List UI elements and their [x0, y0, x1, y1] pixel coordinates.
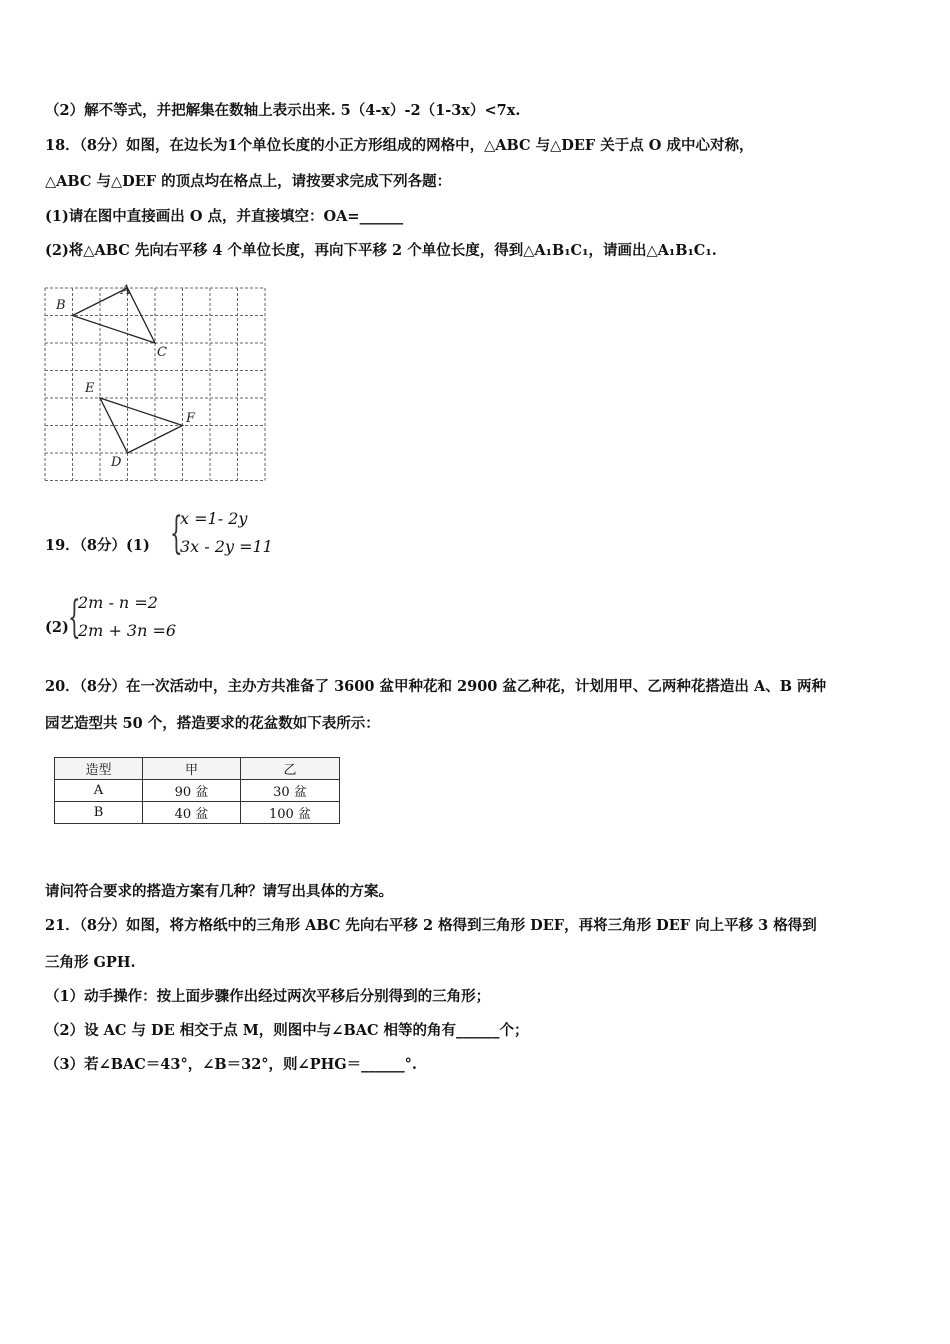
q21-line2: 三角形 GPH. [45, 954, 136, 971]
table-header: 乙 [241, 758, 340, 780]
table-cell: 90 盆 [143, 780, 241, 802]
table-header: 甲 [143, 758, 241, 780]
q21-line1: 21．（8分）如图，将方格纸中的三角形 ABC 先向右平移 2 格得到三角形 DEF，再将三角形 DEF 向上平移 3 格得到 [45, 917, 817, 934]
q18-intro-line1: 18．（8分）如图，在边长为1个单位长度的小正方形组成的网格中，△ABC 与△DEF 关于点 O 成中心对称， [45, 137, 754, 154]
q21-part3: （3）若∠BAC＝43°，∠B＝32°，则∠PHG＝______°. [45, 1056, 417, 1073]
label-c: C [157, 345, 167, 360]
q21-part1: （1）动手操作：按上面步骤作出经过两次平移后分别得到的三角形； [45, 988, 491, 1005]
system2-eq1: 2m - n =2 [78, 593, 158, 612]
q18-part2: (2)将△ABC 先向右平移 4 个单位长度，再向下平移 2 个单位长度，得到△A₁B₁C₁，请画出△A₁B₁C₁. [45, 242, 717, 259]
q19-label: 19．（8分）(1) [45, 537, 150, 554]
table-cell: 100 盆 [241, 802, 340, 824]
q20-question: 请问符合要求的搭造方案有几种？请写出具体的方案。 [45, 883, 393, 900]
label-a: A [121, 283, 131, 298]
label-d: D [111, 455, 122, 470]
label-b: B [56, 298, 66, 313]
q21-part2: （2）设 AC 与 DE 相交于点 M，则图中与∠BAC 相等的角有______个； [45, 1022, 529, 1039]
table-row [55, 802, 340, 824]
system1-eq1: x =1- 2y [180, 509, 248, 528]
brace-icon: { [170, 508, 183, 559]
label-e: E [85, 381, 95, 396]
brace-icon: { [68, 592, 81, 643]
q20-line1: 20．（8分）在一次活动中，主办方共准备了 3600 盆甲种花和 2900 盆乙种花，计划用甲、乙两种花搭造出 A、B 两种 [45, 678, 827, 695]
grid-figure [44, 283, 269, 486]
q19-part2-label: (2) [45, 619, 69, 636]
q18-part1: (1)请在图中直接画出 O 点，并直接填空：OA=______ [45, 208, 404, 225]
table-header-row [55, 758, 340, 780]
table-cell: A [55, 780, 143, 802]
flower-table [54, 757, 340, 824]
table-cell: B [55, 802, 143, 824]
table-cell: 40 盆 [143, 802, 241, 824]
q20-line2: 园艺造型共 50 个，搭造要求的花盆数如下表所示： [45, 715, 380, 732]
q17-part2: （2）解不等式，并把解集在数轴上表示出来. 5（4-x）-2（1-3x）<7x. [45, 102, 521, 119]
system1-eq2: 3x - 2y =11 [180, 537, 273, 556]
label-f: F [186, 411, 196, 426]
table-row [55, 780, 340, 802]
table-header: 造型 [55, 758, 143, 780]
table-cell: 30 盆 [241, 780, 340, 802]
system2-eq2: 2m + 3n =6 [78, 621, 177, 640]
q18-intro-line2: △ABC 与△DEF 的顶点均在格点上，请按要求完成下列各题： [45, 173, 452, 190]
